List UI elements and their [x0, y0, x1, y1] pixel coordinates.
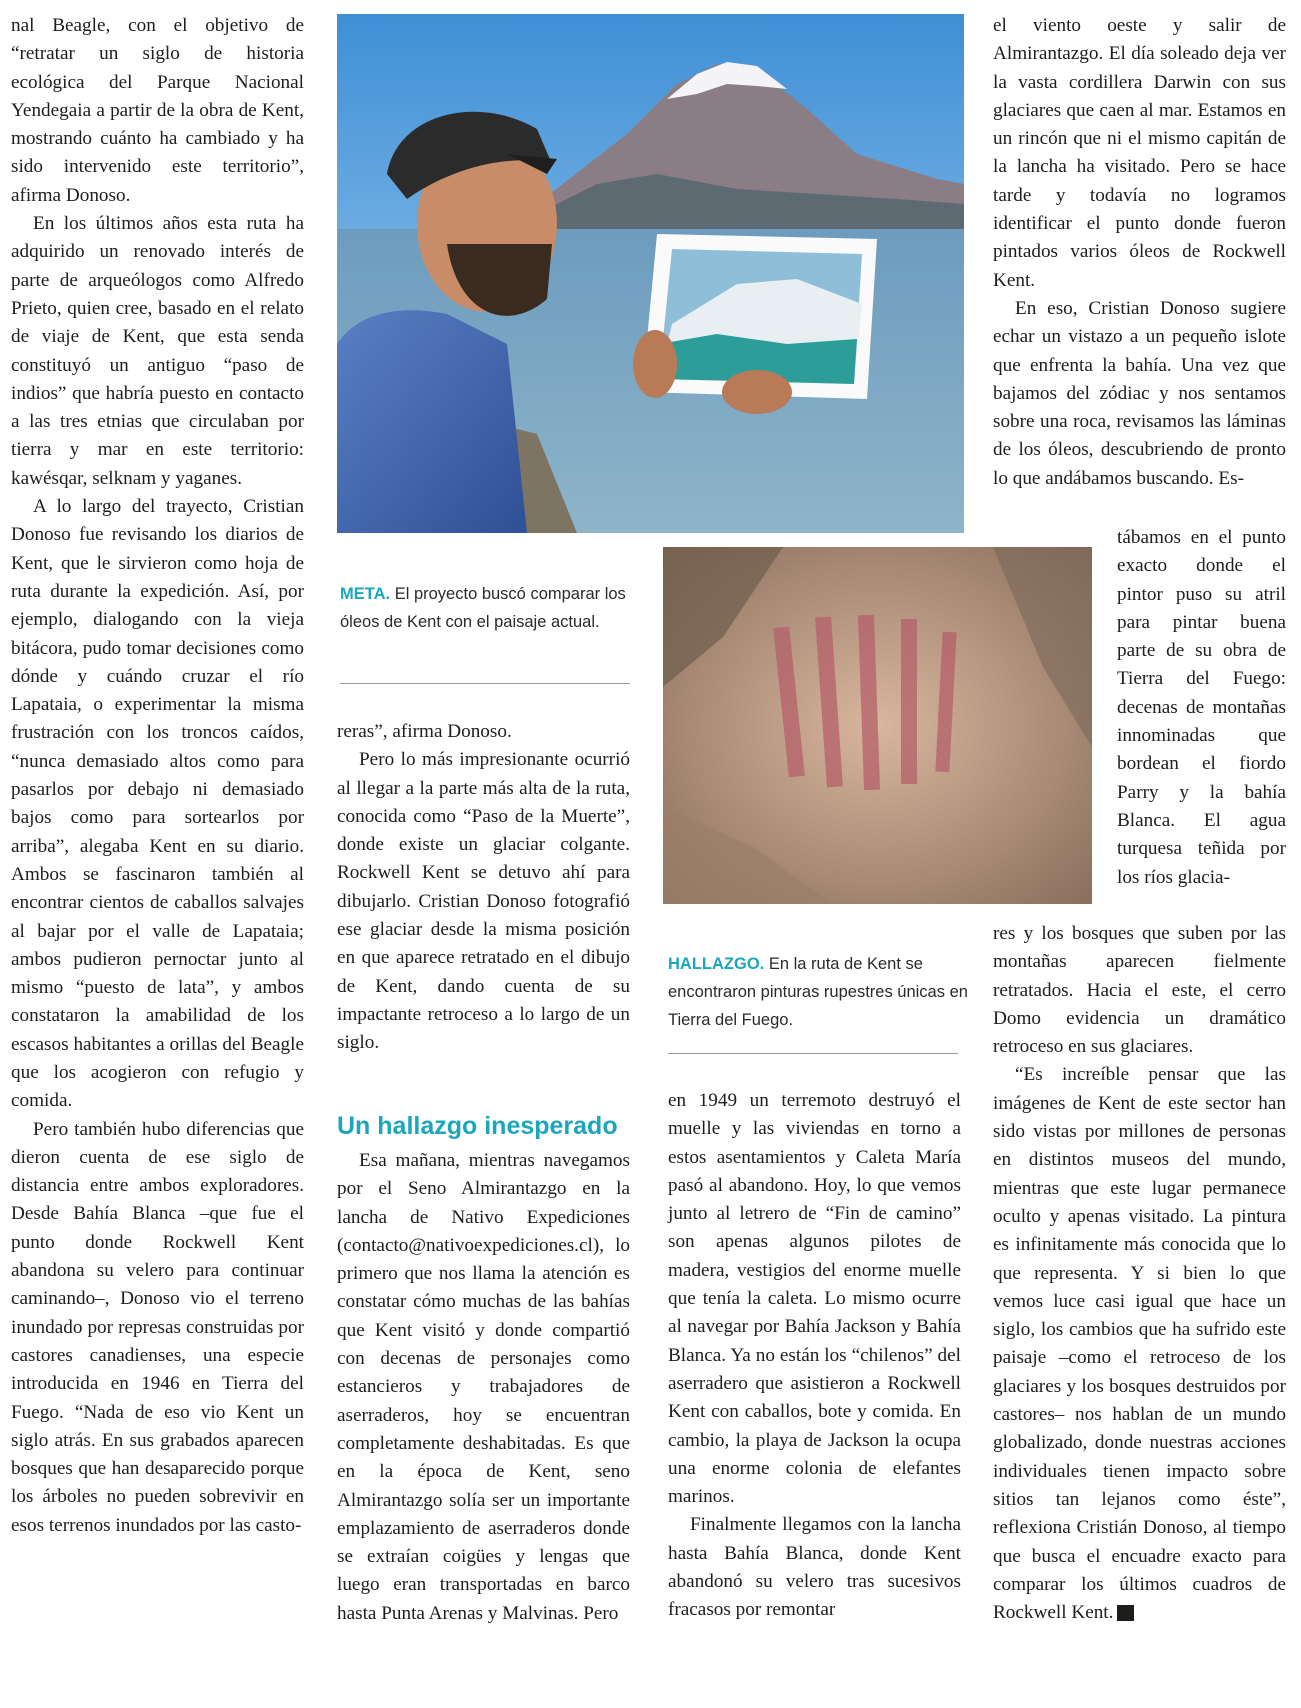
photo-man-holding-painting	[337, 14, 964, 533]
paragraph: “Es increíble pensar que las imágenes de Kent de este sector han sido vistas por millones de personas en distintos museos del mundo, mientras que este lugar permanece oculto y apenas visitado. La pintura es infinitamente más conocida que lo que representa. Y si bien lo que vemos luce casi igual que hace un siglo, los cambios que ha sufrido este paisaje –como el retroceso de los glaciares y los bosques destruidos por castores– nos hablan de un mundo globalizado, donde nuestras acciones individuales tienen impacto sobre sitios tan lejanos como éste”, reflexiona Cristián Donoso, al tiempo que busca el encuadre exacto para comparar los últimos cuadros de Rockwell Kent. D	[993, 1064, 1286, 1624]
end-of-article-mark: D	[1117, 1605, 1134, 1621]
caption-hallazgo-text: En la ruta de Kent se encontraron pinturas rupestres únicas en Tierra del Fuego.	[668, 955, 968, 1029]
article-column-4	[993, 12, 1286, 493]
paragraph: Finalmente llegamos con la lancha hasta Bahía Blanca, donde Kent abandonó su velero tras sucesivos fracasos por remontar	[668, 1514, 961, 1621]
paragraph: En los últimos años esta ruta ha adquirido un renovado interés de parte de arqueólogos como Alfredo Prieto, quien cree, basado en el relato de viaje de Kent, que esta senda constituyó un antiguo “paso de indios” que habría puesto en contacto a las tres etnias que circulaban por tierra y mar en este territorio: kawésqar, selknam y yaganes.	[11, 213, 304, 489]
paragraph: nal Beagle, con el objetivo de “retratar un siglo de historia ecológica del Parque Nacional Yendegaia a partir de la obra de Kent, mostrando cuánto ha cambiado y ha sido intervenido este territorio”, afirma Donoso.	[11, 15, 304, 206]
caption-hallazgo-label: HALLAZGO.	[668, 955, 765, 973]
caption-divider	[668, 1053, 958, 1054]
paragraph: Pero también hubo diferencias que dieron cuenta de ese siglo de distancia entre ambos exploradores. Desde Bahía Blanca –que fue el punto donde Rockwell Kent abandona su velero para continuar caminando–, Donoso vio el terreno inundado por represas construidas por castores canadienses, una especie introducida en 1946 en Tierra del Fuego. “Nada de eso vio Kent un siglo atrás. En sus grabados aparecen bosques que han desaparecido porque los árboles no pueden sobrevivir en esos terrenos inundados por las casto-	[11, 1118, 304, 1536]
paragraph: en 1949 un terremoto destruyó el muelle y las viviendas en torno a estos asentamientos y Caleta María pasó al abandono. Hoy, lo que vemos junto al letrero de “Fin de camino” son apenas algunos pilotes de madera, vestigios del enorme muelle que tenía la caleta. Lo mismo ocurre al navegar por Bahía Jackson y Bahía Blanca. Ya no están los “chilenos” del aserradero que asistieron a Rockwell Kent con caballos, bote y comida. En cambio, la playa de Jackson la ocupa una enorme colonia de elefantes marinos.	[668, 1090, 961, 1508]
article-column-4-wrap	[1117, 524, 1286, 892]
photo-rock-painting	[663, 547, 1092, 904]
paragraph: reras”, afirma Donoso.	[337, 721, 512, 742]
paragraph: A lo largo del trayecto, Cristian Donoso fue revisando los diarios de Kent, que le sirvieron como hoja de ruta durante la expedición. Así, por ejemplo, dialogando con la vieja bitácora, pudo tomar decisiones como dónde y cuándo cruzar el río Lapataia, o experimentar la misma frustración con los troncos caídos, “nunca demasiado altos como para pasarlos por debajo ni demasiado bajos como para sortearlos por arriba”, alegaba Kent en su diario. Ambos se fascinaron también al encontrar cientos de caballos salvajes al bajar por el valle de Lapataia; ambos pudieron pernoctar junto al mismo “puesto de lata”, y ambos constataron la amabilidad de los escasos habitantes a orillas del Beagle que los acogieron con refugio y comida.	[11, 496, 304, 1112]
article-column-1	[11, 12, 304, 1540]
paragraph: Pero lo más impresionante ocurrió al llegar a la parte más alta de la ruta, conocida como “Paso de la Muerte”, donde existe un glaciar colgante. Rockwell Kent se detuvo ahí para dibujarlo. Cristian Donoso fotografió ese glaciar desde la misma posición en que aparece retratado en el dibujo de Kent, dando cuenta de su impactante retroceso a lo largo de un siglo.	[337, 749, 630, 1054]
paragraph: En eso, Cristian Donoso sugiere echar un vistazo a un pequeño islote que enfrenta la bahía. Una vez que bajamos del zódiac y nos sentamos sobre una roca, revisamos las láminas de los óleos, descubriendo de pronto lo que andábamos buscando. Es-	[993, 297, 1286, 489]
article-column-2-continued	[337, 1147, 630, 1628]
caption-meta	[340, 580, 640, 636]
caption-divider	[340, 683, 630, 684]
article-column-4-paragraphs	[993, 920, 1286, 1627]
paragraph: res y los bosques que suben por las montañas aparecen fielmente retratados. Hacia el este, el cerro Domo evidencia un dramático retroceso en sus glaciares.	[993, 923, 1286, 1058]
paragraph: tábamos en el punto exacto donde el pintor puso su atril para pintar buena parte de su obra de Tierra del Fuego: decenas de montañas innominadas que bordean el fiordo Parry y la bahía Blanca. El agua turquesa teñida por los ríos glacia-	[1117, 527, 1286, 888]
article-column-2	[337, 718, 630, 1058]
caption-meta-text: El proyecto buscó comparar los óleos de Kent con el paisaje actual.	[340, 585, 626, 631]
article-column-3	[668, 1087, 961, 1625]
caption-hallazgo	[668, 950, 968, 1034]
article-column-4-continued	[993, 920, 1286, 1627]
section-subheading: Un hallazgo inesperado	[337, 1112, 618, 1140]
caption-meta-label: META.	[340, 585, 391, 603]
paragraph: el viento oeste y salir de Almirantazgo. El día soleado deja ver la vasta cordillera Darwin con sus glaciares que caen al mar. Estamos en un rincón que ni el mismo capitán de la lancha ha visitado. Pero se hace tarde y todavía no logramos identificar el punto donde fueron pintados varios óleos de Rockwell Kent.	[993, 15, 1286, 291]
paragraph: Esa mañana, mientras navegamos por el Seno Almirantazgo en la lancha de Nativo Expediciones (contacto@nativoexpediciones.cl), lo primero que nos llama la atención es constatar cómo muchas de las bahías que Kent visitó y donde compartió con decenas de personajes como estancieros y trabajadores de aserraderos, hoy se encuentran completamente deshabitadas. Es que en la época de Kent, seno Almirantazgo solía ser un importante emplazamiento de aserraderos donde se extraían coigües y lengas que luego eran transportadas en barco hasta Punta Arenas y Malvinas. Pero	[337, 1150, 630, 1624]
